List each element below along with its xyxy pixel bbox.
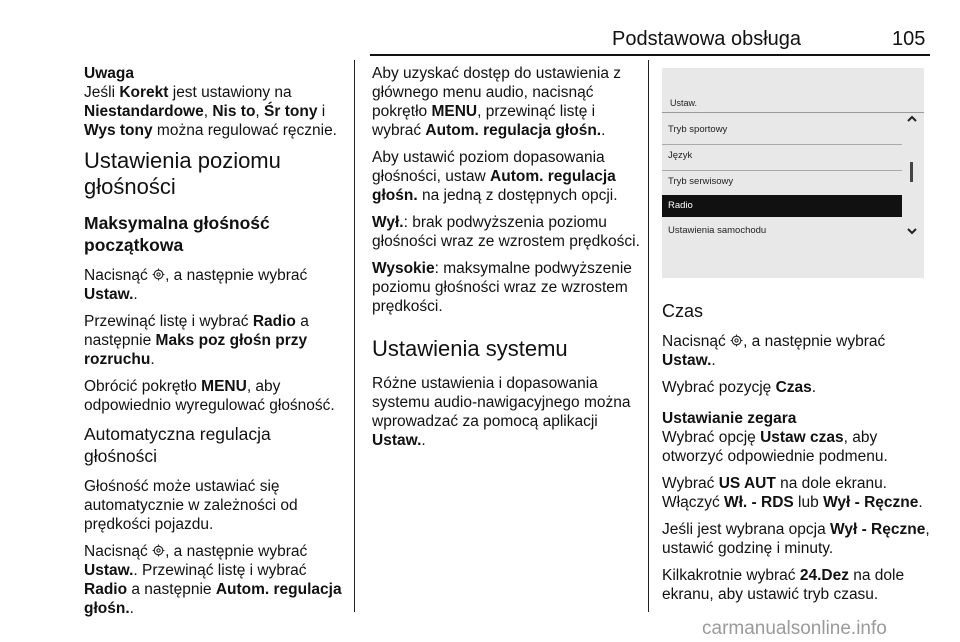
paragraph: Wybrać pozycję Czas. <box>662 379 817 396</box>
note-title: Uwaga <box>84 65 134 82</box>
scrollbar-thumb <box>910 162 913 182</box>
screen-list-item: Tryb serwisowy <box>668 176 734 187</box>
paragraph: Wybrać opcję Ustaw czas, aby otworzyć odpowiednie podmenu. <box>662 429 888 465</box>
paragraph: Kilkakrotnie wybrać 24.Dez na dole ekranu, aby ustawić tryb czasu. <box>662 567 905 603</box>
home-gear-icon <box>730 334 743 347</box>
column-3 <box>662 292 932 612</box>
page-header <box>0 0 960 56</box>
screen-list-item: Język <box>668 150 693 161</box>
column-2 <box>372 64 640 458</box>
page-number: 105 <box>892 28 926 50</box>
paragraph: Przewinąć listę i wybrać Radio a następnie Maks poz głośn przy rozruchu. <box>84 313 309 368</box>
paragraph: Wył.: brak podwyższenia poziomu głośności wraz ze wzrostem prędkości. <box>372 214 640 250</box>
screen-header: Ustaw. <box>670 98 698 108</box>
paragraph: Wybrać US AUT na dole ekranu. Włączyć Wł. - RDS lub Wył - Ręczne. <box>662 475 923 511</box>
header-rule <box>370 54 930 56</box>
paragraph: Głośność może ustawiać się automatycznie w zależności od prędkości pojazdu. <box>84 478 298 533</box>
screen-list-item: Tryb sportowy <box>668 124 728 135</box>
paragraph: Aby uzyskać dostęp do ustawienia z głównego menu audio, nacisnąć pokrętło MENU, przewinąć listę i wybrać Autom. regulacja głośn.. <box>372 65 621 139</box>
watermark: carmanualsonline.info <box>702 618 887 639</box>
column-1 <box>84 64 346 626</box>
subheading-auto-volume: Automatyczna regulacja głośności <box>84 424 271 466</box>
screen-header-rule <box>662 112 924 113</box>
home-gear-icon <box>152 268 165 281</box>
paragraph: Aby ustawić poziom dopasowania głośności, ustaw Autom. regulacja głośn. na jedną z dostępnych opcji. <box>372 149 618 204</box>
scroll-down-icon <box>906 224 918 238</box>
column-divider-2 <box>648 60 649 612</box>
screen-list-item: Ustawienia samochodu <box>668 225 767 236</box>
home-gear-icon <box>152 544 165 557</box>
settings-screen-image <box>662 68 924 278</box>
scroll-up-icon <box>906 112 918 126</box>
paragraph: Nacisnąć , a następnie wybrać Ustaw.. Przewinąć listę i wybrać Radio a następnie Autom. regulacja głośn.. <box>84 543 342 617</box>
subheading-max-volume: Maksymalna głośność początkowa <box>84 213 270 255</box>
section-heading-volume: Ustawienia poziomu głośności <box>84 148 281 199</box>
subheading-time: Czas <box>662 301 704 321</box>
paragraph: Nacisnąć , a następnie wybrać Ustaw.. <box>84 267 308 303</box>
subheading-clock: Ustawianie zegara <box>662 410 797 427</box>
paragraph: Jeśli jest wybrana opcja Wył - Ręczne, ustawić godzinę i minuty. <box>662 521 930 557</box>
paragraph: Różne ustawienia i dopasowania systemu audio-nawigacyjnego można wprowadzać za pomocą aplikacji Ustaw.. <box>372 375 631 449</box>
paragraph: Wysokie: maksymalne podwyższenie poziomu głośności wraz ze wzrostem prędkości. <box>372 260 632 315</box>
screen-list-item-selected: Radio <box>662 195 902 217</box>
section-heading-system: Ustawienia systemu <box>372 336 568 361</box>
header-title: Podstawowa obsługa <box>612 28 802 50</box>
paragraph: Obrócić pokrętło MENU, aby odpowiednio wyregulować głośność. <box>84 378 335 414</box>
column-divider-1 <box>354 60 355 612</box>
paragraph: Nacisnąć , a następnie wybrać Ustaw.. <box>662 333 886 369</box>
note-text: Jeśli Korekt jest ustawiony na Niestandardowe, Nis to, Śr tony i Wys tony można regulować ręcznie. <box>84 84 337 139</box>
